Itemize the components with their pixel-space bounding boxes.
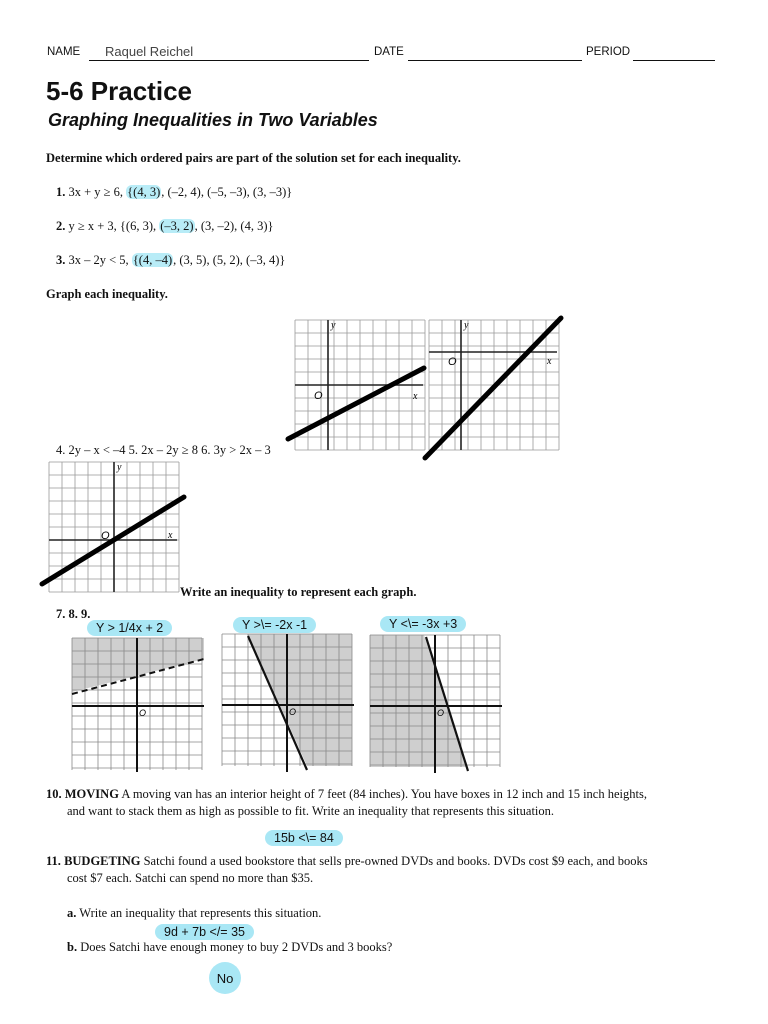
problem-11a-text: Write an inequality that represents this situation. bbox=[76, 906, 322, 920]
problem-11b bbox=[67, 940, 392, 955]
graph-5-origin-label: O bbox=[448, 356, 457, 368]
problem-2-pre-pairs: {(6, 3), bbox=[119, 219, 160, 233]
problem-10 bbox=[46, 786, 736, 820]
problem-11 bbox=[46, 853, 736, 887]
problem-3-selected-pair: {(4, –4) bbox=[132, 253, 173, 267]
answer-11b-circle: No bbox=[209, 962, 241, 994]
problem-10-heading: MOVING bbox=[64, 787, 119, 801]
problem-3 bbox=[56, 253, 285, 268]
date-label: DATE bbox=[374, 46, 404, 58]
graph-6-y-label: y bbox=[117, 462, 122, 473]
problem-1-open-brace: { bbox=[127, 185, 134, 199]
problem-3-number: 3. bbox=[56, 253, 66, 267]
problem-2-number: 2. bbox=[56, 219, 66, 233]
graph-9-origin-label: O bbox=[437, 708, 445, 718]
graph-4-origin-label: O bbox=[314, 390, 323, 402]
problem-2 bbox=[56, 219, 273, 234]
graph-8 bbox=[220, 632, 356, 774]
instruction-ordered-pairs: Determine which ordered pairs are part of the solution set for each inequality. bbox=[46, 151, 461, 165]
answer-7-pill: Y > 1/4x + 2 bbox=[87, 620, 172, 636]
graph-5 bbox=[425, 318, 565, 460]
problem-11a bbox=[67, 906, 321, 921]
page-subtitle: Graphing Inequalities in Two Variables bbox=[48, 110, 378, 130]
graph-9-shaded-region bbox=[370, 635, 466, 767]
graph-4 bbox=[288, 318, 428, 458]
problem-1-number: 1. bbox=[56, 185, 66, 199]
instruction-write-inequality: Write an inequality to represent each graph. bbox=[180, 585, 417, 599]
graph-5-x-label: x bbox=[547, 356, 552, 367]
problems-4-5-6-line: 4. 2y – x < –4 5. 2x – 2y ≥ 8 6. 3y > 2x – 3 bbox=[56, 443, 271, 457]
answer-11a-pill: 9d + 7b </= 35 bbox=[155, 924, 254, 940]
problem-1-answer-highlight bbox=[126, 185, 161, 199]
problem-11a-label: a. bbox=[67, 906, 77, 920]
graph-4-y-label: y bbox=[331, 320, 336, 331]
problem-10-text-line1: A moving van has an interior height of 7 feet (84 inches). You have boxes in 12 inch and 15 inch heights, bbox=[118, 787, 647, 801]
answer-9-pill: Y <\= -3x +3 bbox=[380, 616, 466, 632]
name-field[interactable] bbox=[89, 46, 369, 61]
period-label: PERIOD bbox=[586, 46, 631, 58]
problem-1-inequality: 3x + y ≥ 6, bbox=[68, 185, 127, 199]
graph-7-origin-label: O bbox=[139, 708, 147, 718]
problem-11-text-line1: Satchi found a used bookstore that sells pre-owned DVDs and books. DVDs cost $9 each, and books bbox=[140, 854, 648, 868]
period-field[interactable] bbox=[633, 46, 715, 61]
graph-7 bbox=[70, 636, 206, 774]
problem-11-text-line2: cost $7 each. Satchi can spend no more than $35. bbox=[67, 871, 314, 885]
problem-10-number: 10. bbox=[46, 787, 62, 801]
instruction-graph: Graph each inequality. bbox=[46, 287, 168, 301]
problem-11-heading: BUDGETING bbox=[64, 854, 141, 868]
graph-6-x-label: x bbox=[168, 530, 173, 541]
name-value: Raquel Reichel bbox=[105, 44, 194, 59]
graph-8-origin-label: O bbox=[289, 707, 297, 717]
problem-2-inequality: y ≥ x + 3, bbox=[68, 219, 120, 233]
graph-6-origin-label: O bbox=[101, 530, 110, 542]
problem-1-selected-pair: (4, 3) bbox=[133, 185, 161, 199]
graph-5-y-label: y bbox=[464, 320, 469, 331]
problem-3-inequality: 3x – 2y < 5, bbox=[68, 253, 132, 267]
answer-8-pill: Y >\= -2x -1 bbox=[233, 617, 316, 633]
date-field[interactable] bbox=[408, 46, 582, 61]
graph-4-x-label: x bbox=[413, 391, 418, 402]
page-title: 5-6 Practice bbox=[46, 76, 192, 106]
problem-1 bbox=[56, 185, 292, 200]
problems-7-8-9-line: 7. 8. 9. bbox=[56, 607, 91, 621]
problem-2-other-pairs: , (3, –2), (4, 3)} bbox=[194, 219, 274, 233]
problem-11b-label: b. bbox=[67, 940, 78, 954]
graph-9 bbox=[368, 633, 504, 775]
problem-10-text-line2: and want to stack them as high as possible to fit. Write an inequality that represents this situation. bbox=[67, 804, 555, 818]
answer-10-pill: 15b <\= 84 bbox=[265, 830, 343, 846]
problem-3-other-pairs: , (3, 5), (5, 2), (–3, 4)} bbox=[173, 253, 286, 267]
name-label: NAME bbox=[47, 46, 81, 58]
problem-2-selected-pair: (–3, 2) bbox=[160, 219, 194, 233]
graph-6 bbox=[42, 460, 188, 590]
problem-1-other-pairs: , (–2, 4), (–5, –3), (3, –3)} bbox=[161, 185, 293, 199]
problem-11-number: 11. bbox=[46, 854, 61, 868]
problem-11b-text: Does Satchi have enough money to buy 2 DVDs and 3 books? bbox=[77, 940, 393, 954]
